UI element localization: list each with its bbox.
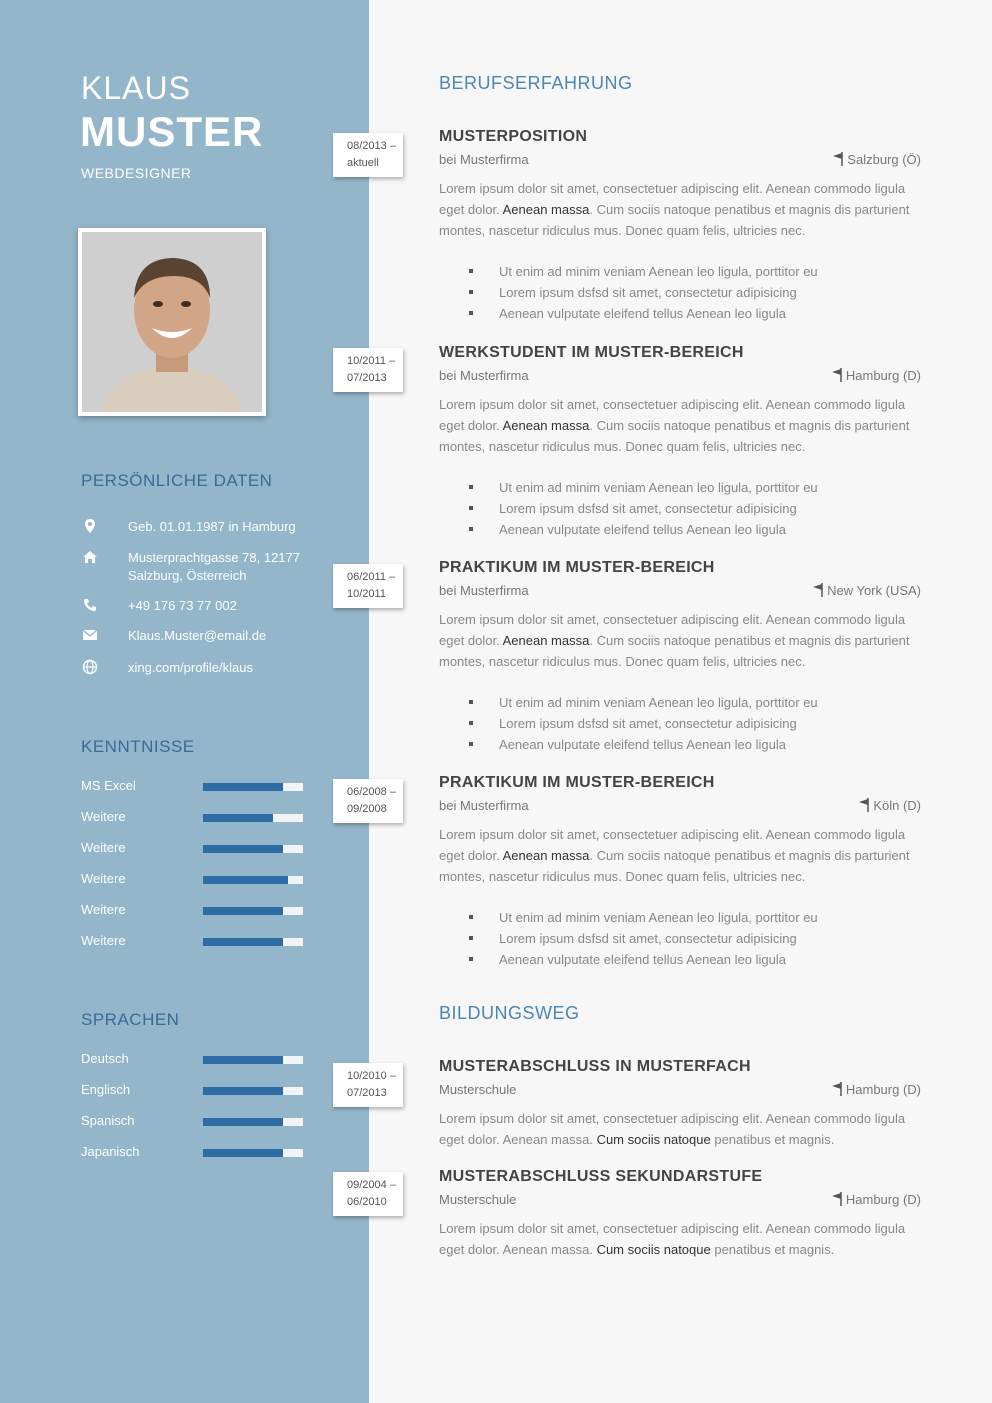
home-icon [82, 549, 98, 565]
date-badge [333, 348, 403, 392]
date-badge [333, 564, 403, 608]
languages-title: SPRACHEN [81, 1010, 180, 1029]
location [832, 152, 921, 167]
phone-icon [82, 597, 98, 613]
skills-row [81, 809, 303, 827]
portrait-image [82, 232, 262, 412]
bullet-item: Lorem ipsum dsfsd sit amet, consectetur adipisicing [439, 713, 921, 734]
level-bar [203, 876, 303, 884]
level-bar-fill [203, 814, 273, 822]
education-entry [439, 1168, 921, 1260]
location [831, 1192, 921, 1207]
languages-row [81, 1082, 303, 1100]
date-from: 09/2004 – [347, 1179, 396, 1191]
flag-icon [812, 583, 824, 597]
experience-entry [439, 128, 921, 324]
location [812, 583, 921, 598]
bullet-item: Lorem ipsum dsfsd sit amet, consectetur adipisicing [439, 282, 921, 303]
skills-label: Weitere [81, 871, 126, 886]
description-text: Lorem ipsum dolor sit amet, consectetuer adipiscing elit. Aenean commodo ligula eget dolor. [439, 397, 906, 433]
bullet-item: Lorem ipsum dsfsd sit amet, consectetur adipisicing [439, 498, 921, 519]
level-bar [203, 1056, 303, 1064]
level-bar-fill [203, 938, 283, 946]
bullet-item: Ut enim ad minim veniam Aenean leo ligula, porttitor eu [439, 261, 921, 282]
degree-title: MUSTERABSCHLUSS SEKUNDARSTUFE [439, 1168, 763, 1185]
location-text: Hamburg (D) [845, 1082, 921, 1097]
level-bar [203, 1149, 303, 1157]
description-highlight: Cum sociis natoque [596, 1242, 711, 1257]
flag-icon [858, 798, 870, 812]
company-name: bei Musterfirma [439, 152, 529, 167]
date-to: 06/2010 [347, 1196, 387, 1208]
bullet-list [439, 261, 921, 324]
date-from: 08/2013 – [347, 140, 396, 152]
position-title: MUSTERPOSITION [439, 128, 588, 145]
level-bar-fill [203, 907, 283, 915]
globe-icon [82, 659, 98, 675]
company-line [439, 583, 921, 603]
description [439, 178, 921, 241]
skills-row [81, 933, 303, 951]
level-bar-fill [203, 1056, 283, 1064]
last-name: MUSTER [80, 108, 264, 155]
description-highlight: Aenean massa [502, 633, 590, 648]
job-title: WEBDESIGNER [81, 165, 192, 181]
description-text: Lorem ipsum dolor sit amet, consectetuer adipiscing elit. Aenean commodo ligula eget dolor. Aenean massa. [439, 1221, 906, 1257]
description-text: Lorem ipsum dolor sit amet, consectetuer adipiscing elit. Aenean commodo ligula eget dolor. Aenean massa. [439, 1111, 906, 1147]
position-title: WERKSTUDENT IM MUSTER-BEREICH [439, 344, 744, 361]
level-bar [203, 814, 303, 822]
bullet-item: Ut enim ad minim veniam Aenean leo ligula, porttitor eu [439, 692, 921, 713]
description-highlight: Aenean massa [502, 848, 590, 863]
location-text: Köln (D) [873, 798, 921, 813]
education-entry [439, 1058, 921, 1150]
school-name: Musterschule [439, 1082, 517, 1097]
date-badge [333, 779, 403, 823]
location-text: Hamburg (D) [845, 1192, 921, 1207]
date-to: aktuell [347, 157, 379, 169]
company-name: bei Musterfirma [439, 583, 529, 598]
bullet-item: Ut enim ad minim veniam Aenean leo ligula, porttitor eu [439, 907, 921, 928]
date-from: 06/2008 – [347, 786, 396, 798]
bullet-item: Aenean vulputate eleifend tellus Aenean leo ligula [439, 303, 921, 324]
description-highlight: Aenean massa [502, 202, 590, 217]
company-line [439, 798, 921, 818]
experience-title: BERUFSERFAHRUNG [439, 73, 633, 93]
skills-row [81, 871, 303, 889]
languages-label: Englisch [81, 1082, 131, 1097]
level-bar-fill [203, 783, 283, 791]
bullet-item: Aenean vulputate eleifend tellus Aenean leo ligula [439, 734, 921, 755]
bullet-item: Aenean vulputate eleifend tellus Aenean leo ligula [439, 519, 921, 540]
level-bar [203, 1087, 303, 1095]
languages-row [81, 1051, 303, 1069]
description-text: . Cum sociis natoque penatibus et magnis dis parturient montes, nascetur ridiculus mus. Donec quam felis, ultricies nec. [439, 202, 910, 238]
date-to: 07/2013 [347, 1087, 387, 1099]
skills-title: KENNTNISSE [81, 737, 195, 756]
school-line [439, 1082, 921, 1102]
skills-row [81, 840, 303, 858]
bullet-list [439, 907, 921, 970]
level-bar-fill [203, 1118, 283, 1126]
skills-label: Weitere [81, 902, 126, 917]
address-line2: Salzburg, Österreich [128, 568, 247, 583]
email-text[interactable]: Klaus.Muster@email.de [128, 628, 267, 643]
flag-icon [832, 152, 844, 166]
description-text: penatibus et magnis. [710, 1132, 835, 1147]
date-badge [333, 1063, 403, 1107]
location-text: New York (USA) [827, 583, 921, 598]
position-title: PRAKTIKUM IM MUSTER-BEREICH [439, 559, 715, 576]
level-bar-fill [203, 1149, 283, 1157]
level-bar [203, 907, 303, 915]
languages-row [81, 1113, 303, 1131]
skills-row [81, 778, 303, 796]
level-bar-fill [203, 876, 288, 884]
languages-label: Spanisch [81, 1113, 135, 1128]
bullet-item: Ut enim ad minim veniam Aenean leo ligula, porttitor eu [439, 477, 921, 498]
skills-label: Weitere [81, 840, 126, 855]
location [858, 798, 921, 813]
envelope-icon [82, 627, 98, 643]
date-to: 09/2008 [347, 803, 387, 815]
level-bar [203, 845, 303, 853]
location-text: Salzburg (Ö) [847, 152, 921, 167]
profile-photo [78, 228, 266, 416]
company-line [439, 152, 921, 172]
level-bar [203, 1118, 303, 1126]
description-text: . Cum sociis natoque penatibus et magnis dis parturient montes, nascetur ridiculus mus. Donec quam felis, ultricies nec. [439, 418, 910, 454]
bullet-item: Aenean vulputate eleifend tellus Aenean leo ligula [439, 949, 921, 970]
location-text: Hamburg (D) [845, 368, 921, 383]
level-bar-fill [203, 845, 283, 853]
bullet-item: Lorem ipsum dsfsd sit amet, consectetur adipisicing [439, 928, 921, 949]
company-name: bei Musterfirma [439, 798, 529, 813]
phone-text[interactable]: +49 176 73 77 002 [128, 598, 237, 613]
degree-title: MUSTERABSCHLUSS IN MUSTERFACH [439, 1058, 751, 1075]
description [439, 1108, 921, 1150]
flag-icon [831, 1082, 843, 1096]
skills-label: Weitere [81, 809, 126, 824]
skills-row [81, 902, 303, 920]
description-text: . Cum sociis natoque penatibus et magnis dis parturient montes, nascetur ridiculus mus. Donec quam felis, ultricies nec. [439, 633, 910, 669]
experience-entry [439, 344, 921, 540]
description [439, 609, 921, 672]
date-to: 10/2011 [347, 588, 386, 600]
bullet-list [439, 692, 921, 755]
company-line [439, 368, 921, 388]
skills-label: Weitere [81, 933, 126, 948]
skills-label: MS Excel [81, 778, 136, 793]
description [439, 1218, 921, 1260]
level-bar-fill [203, 1087, 283, 1095]
languages-label: Japanisch [81, 1144, 140, 1159]
personal-data-title: PERSÖNLICHE DATEN [81, 471, 273, 490]
description-highlight: Cum sociis natoque [596, 1132, 711, 1147]
date-from: 06/2011 – [347, 571, 396, 583]
languages-label: Deutsch [81, 1051, 129, 1066]
level-bar [203, 938, 303, 946]
description [439, 824, 921, 887]
description-text: Lorem ipsum dolor sit amet, consectetuer adipiscing elit. Aenean commodo ligula eget dolor. [439, 612, 906, 648]
company-name: bei Musterfirma [439, 368, 529, 383]
description-highlight: Aenean massa [502, 418, 590, 433]
date-from: 10/2011 – [347, 355, 396, 367]
location-pin-icon [82, 518, 98, 534]
bullet-list [439, 477, 921, 540]
location [831, 1082, 921, 1097]
sidebar [0, 0, 369, 1403]
web-text[interactable]: xing.com/profile/klaus [128, 660, 253, 675]
date-to: 07/2013 [347, 372, 387, 384]
flag-icon [831, 368, 843, 382]
description-text: . Cum sociis natoque penatibus et magnis dis parturient montes, nascetur ridiculus mus. Donec quam felis, ultricies nec. [439, 848, 910, 884]
experience-entry [439, 774, 921, 970]
description-text: Lorem ipsum dolor sit amet, consectetuer adipiscing elit. Aenean commodo ligula eget dolor. [439, 827, 906, 863]
school-name: Musterschule [439, 1192, 517, 1207]
experience-entry [439, 559, 921, 755]
date-badge [333, 133, 403, 177]
description [439, 394, 921, 457]
birth-text: Geb. 01.01.1987 in Hamburg [128, 519, 296, 534]
languages-row [81, 1144, 303, 1162]
location [831, 368, 921, 383]
education-title: BILDUNGSWEG [439, 1003, 580, 1023]
flag-icon [831, 1192, 843, 1206]
level-bar [203, 783, 303, 791]
description-text: penatibus et magnis. [710, 1242, 835, 1257]
date-from: 10/2010 – [347, 1070, 396, 1082]
date-badge [333, 1172, 403, 1216]
description-text: Lorem ipsum dolor sit amet, consectetuer adipiscing elit. Aenean commodo ligula eget dolor. [439, 181, 906, 217]
school-line [439, 1192, 921, 1212]
first-name: KLAUS [81, 70, 191, 106]
position-title: PRAKTIKUM IM MUSTER-BEREICH [439, 774, 715, 791]
address-line1: Musterprachtgasse 78, 12177 [128, 550, 300, 565]
